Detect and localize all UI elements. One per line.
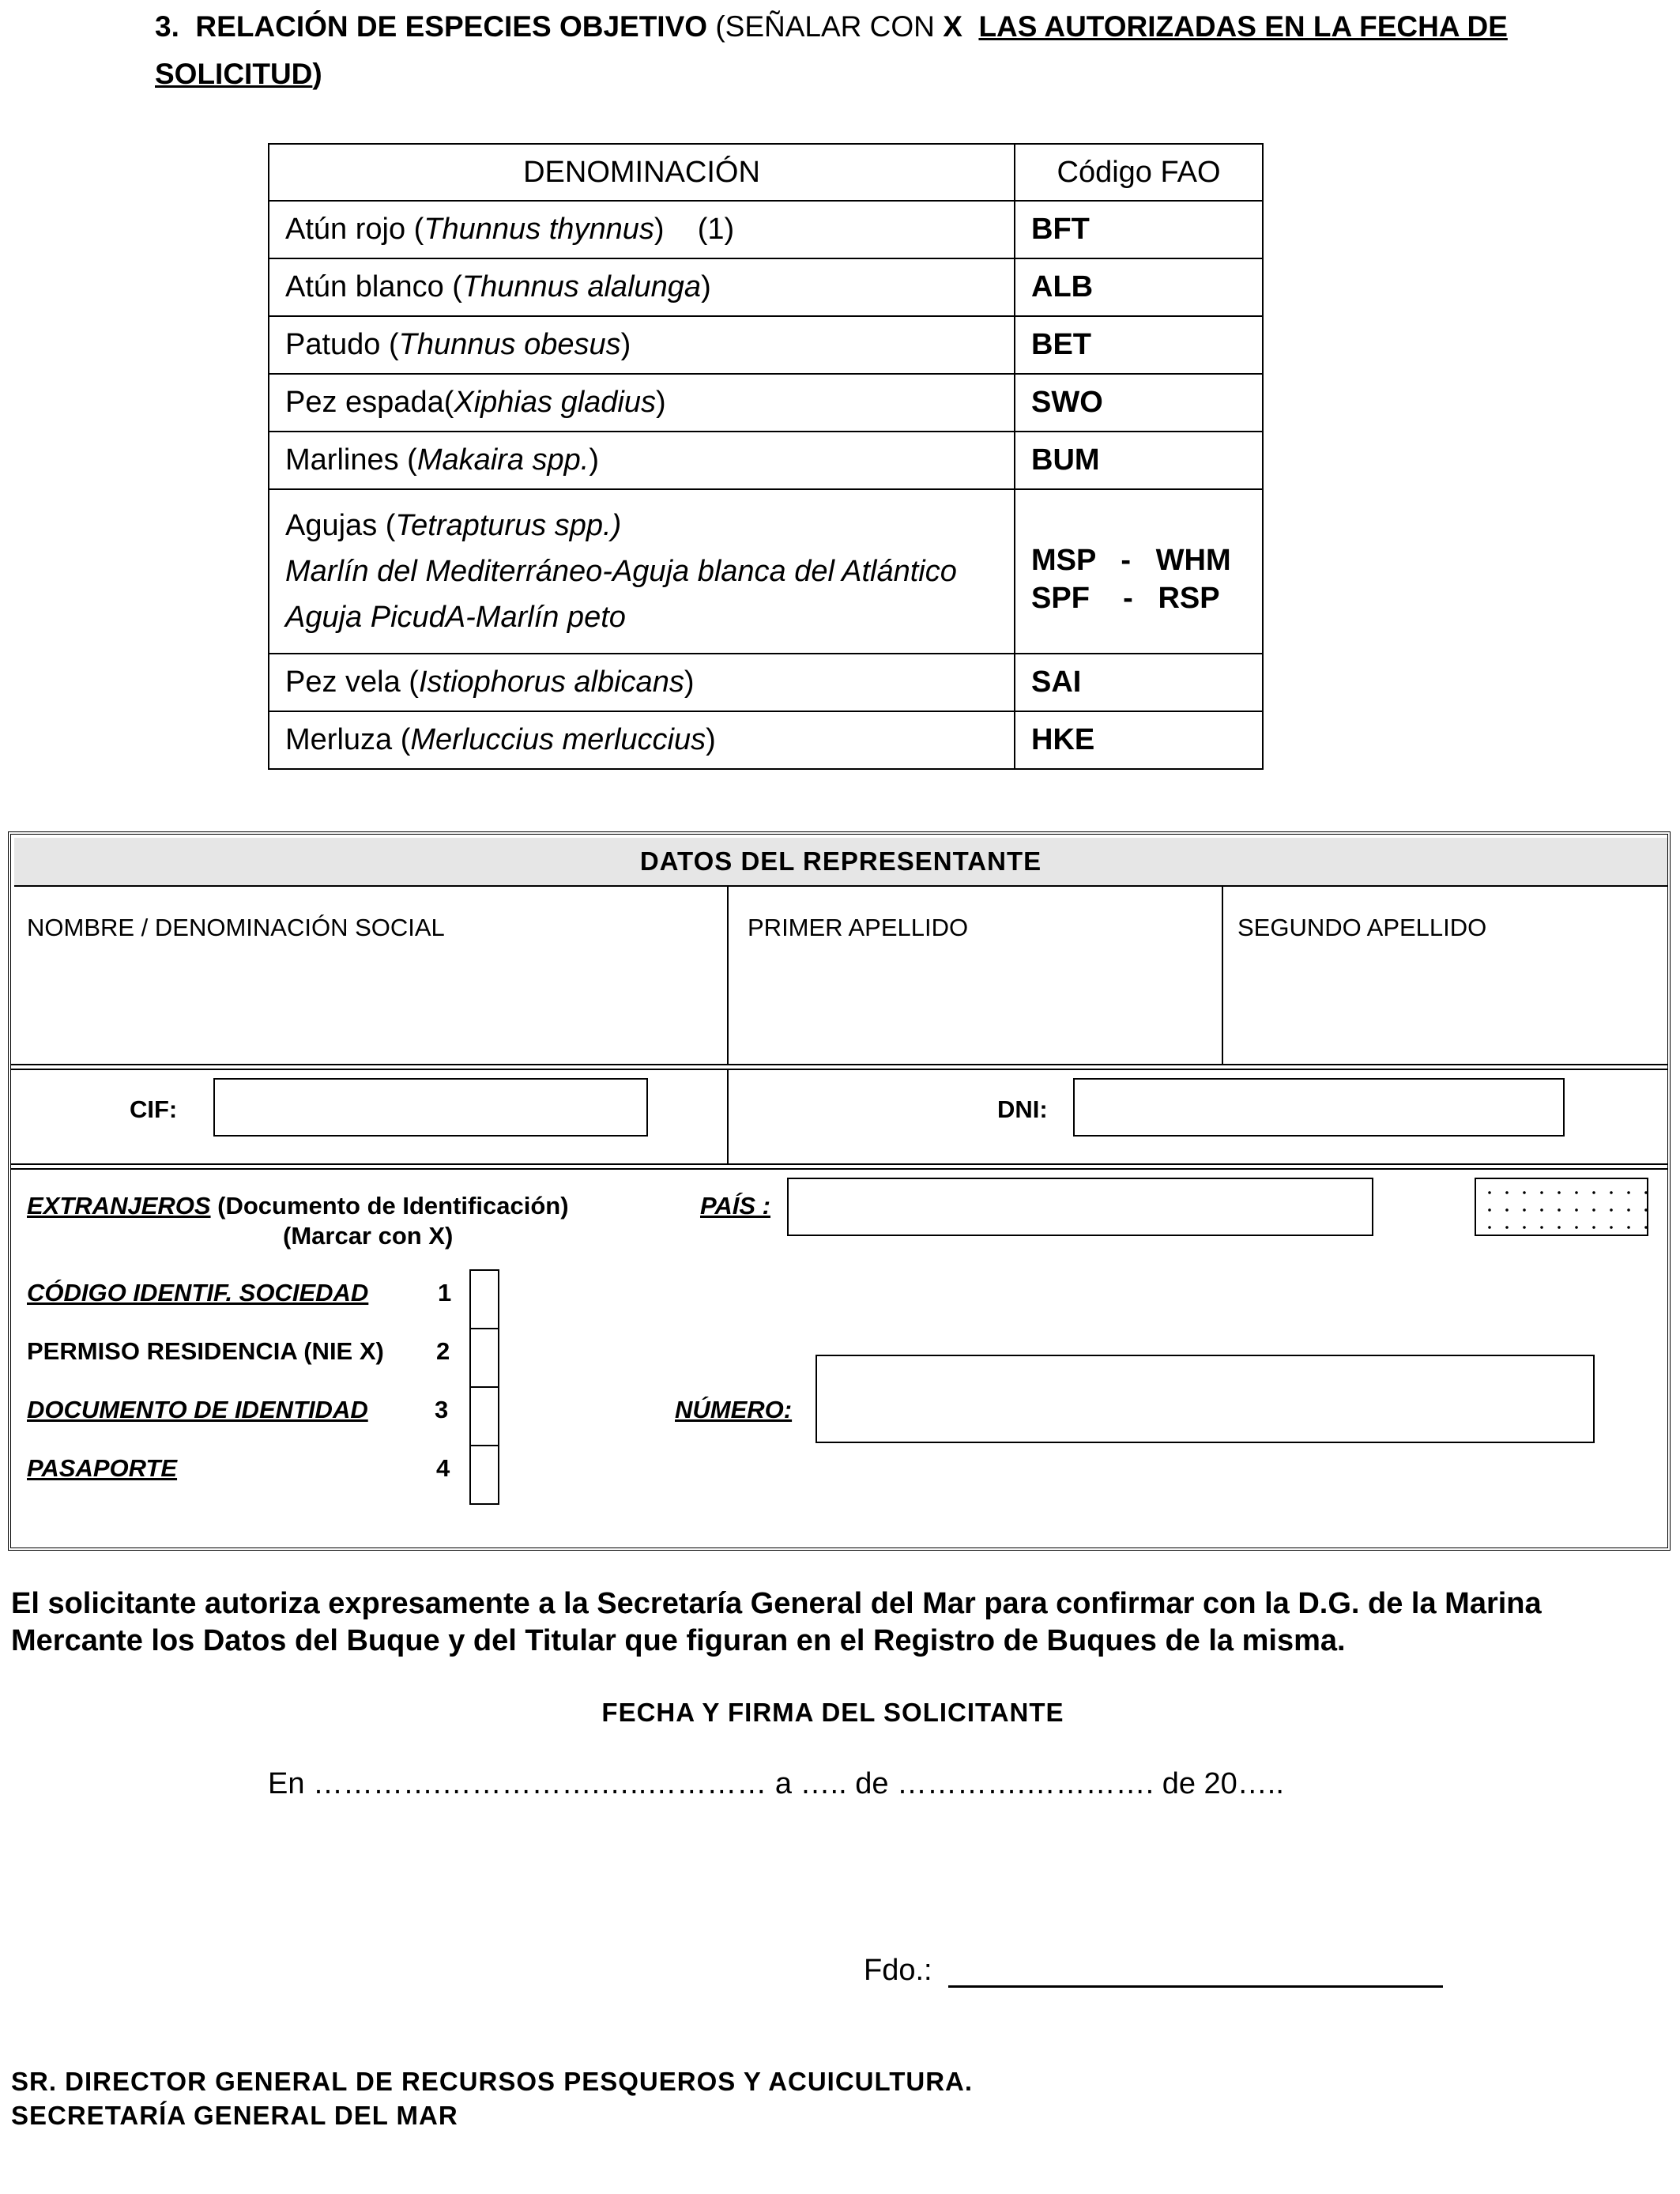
extranjeros-doc: (Documento de Identificación) (210, 1192, 569, 1220)
species-row[interactable] (269, 201, 1263, 258)
species-table-header (269, 144, 1263, 201)
species-row[interactable] (269, 654, 1263, 711)
representante-heading: DATOS DEL REPRESENTANTE (14, 838, 1667, 887)
section-title-underlined: LAS AUTORIZADAS EN LA FECHA DE SOLICITUD (155, 10, 1508, 90)
divider (11, 1163, 1667, 1165)
species-latin: Aguja PicudA-Marlín peto (285, 601, 626, 634)
nombre-label: NOMBRE / DENOMINACIÓN SOCIAL (27, 914, 445, 941)
species-common: Agujas ( (285, 509, 396, 542)
divider (727, 1069, 729, 1165)
species-row[interactable] (269, 432, 1263, 489)
section-title-x: X (943, 10, 962, 43)
species-row[interactable] (269, 316, 1263, 374)
section-number: 3. (155, 10, 179, 43)
divider (11, 1064, 1667, 1065)
species-table (268, 143, 1264, 770)
option-label-2: PERMISO RESIDENCIA (NIE X) (27, 1337, 384, 1365)
dni-input[interactable] (1073, 1078, 1565, 1137)
agujas-line-1 (285, 503, 1014, 548)
header-denominacion: DENOMINACIÓN (269, 144, 1015, 201)
option-label-3: DOCUMENTO DE IDENTIDAD (27, 1396, 368, 1423)
dni-label: DNI: (997, 1095, 1048, 1123)
species-name (269, 711, 1015, 769)
cif-input[interactable] (213, 1078, 648, 1137)
segundo-apellido-label: SEGUNDO APELLIDO (1237, 914, 1487, 941)
extranjeros-label: EXTRANJEROS (27, 1192, 211, 1220)
option-label-4: PASAPORTE (27, 1454, 178, 1482)
species-common: Patudo ( (285, 328, 399, 361)
firma-title: FECHA Y FIRMA DEL SOLICITANTE (601, 1698, 1064, 1727)
species-code: SAI (1015, 654, 1263, 711)
species-latin: Thunnus obesus (398, 328, 621, 361)
species-common: Pez vela ( (285, 665, 419, 699)
agujas-line-2 (285, 548, 1014, 594)
option-num-3: 3 (435, 1396, 449, 1423)
fecha-line[interactable]: En ………….…………….…..………… a ….. de ………….…………. de 20….. (268, 1767, 1284, 1800)
species-after: ) (620, 328, 631, 361)
primer-apellido-label: PRIMER APELLIDO (748, 914, 969, 941)
species-name (269, 432, 1015, 489)
species-latin: Makaira spp. (416, 443, 590, 477)
species-after: ) (684, 665, 695, 699)
species-row[interactable] (269, 711, 1263, 769)
species-name (269, 201, 1015, 258)
species-latin: Marlín del Mediterráneo-Aguja blanca del Atlántico (285, 555, 957, 588)
species-name (269, 374, 1015, 432)
section-title-close: ) (312, 58, 322, 90)
divider (11, 1168, 1667, 1170)
species-row[interactable] (269, 258, 1263, 316)
section-title (155, 3, 1561, 98)
codes-line-2: SPF - RSP (1031, 582, 1220, 615)
divider (727, 887, 729, 1065)
species-latin: Tetrapturus spp.) (395, 509, 622, 542)
extranjeros-title (27, 1192, 569, 1220)
option-checkbox-2[interactable] (469, 1328, 499, 1388)
option-checkbox-1[interactable] (469, 1269, 499, 1329)
destinatario-line-1: SR. DIRECTOR GENERAL DE RECURSOS PESQUEROS Y ACUICULTURA. (11, 2067, 974, 2096)
species-code: BFT (1015, 201, 1263, 258)
header-codigo-fao: Código FAO (1015, 144, 1263, 201)
fdo-label: Fdo.: (864, 1954, 932, 1987)
pais-input[interactable] (787, 1178, 1373, 1236)
species-code: BUM (1015, 432, 1263, 489)
marcar-label: (Marcar con X) (283, 1222, 454, 1250)
species-name (269, 258, 1015, 316)
species-common: Merluza ( (285, 723, 411, 756)
representante-section (8, 831, 1671, 1551)
species-name (269, 489, 1015, 654)
species-latin: Merluccius merluccius (410, 723, 706, 756)
species-code: SWO (1015, 374, 1263, 432)
species-row[interactable] (269, 374, 1263, 432)
species-after: ) (589, 443, 600, 477)
species-code: BET (1015, 316, 1263, 374)
numero-input[interactable] (816, 1355, 1595, 1443)
option-checkbox-4[interactable] (469, 1445, 499, 1505)
option-checkbox-3[interactable] (469, 1386, 499, 1446)
autorizacion-text: El solicitante autoriza expresamente a la Secretaría General del Mar para confirmar con la D.G. de la Marina Mercante los Datos del Buque y del Titular que figuran en el Registro de Buques de la misma. (11, 1587, 1542, 1657)
species-common: Atún blanco ( (285, 270, 462, 303)
option-label-1: CÓDIGO IDENTIF. SOCIEDAD (27, 1279, 369, 1306)
species-name (269, 654, 1015, 711)
species-latin: Istiophorus albicans (418, 665, 684, 699)
option-num-4: 4 (436, 1454, 450, 1482)
species-code: ALB (1015, 258, 1263, 316)
signature-line[interactable] (948, 1985, 1443, 1988)
option-num-2: 2 (436, 1337, 450, 1365)
cif-label: CIF: (130, 1095, 178, 1123)
species-common: Marlines ( (285, 443, 417, 477)
numero-label: NÚMERO: (675, 1396, 793, 1423)
species-latin: Thunnus alalunga (461, 270, 702, 303)
species-latin: Thunnus thynnus (424, 213, 654, 246)
section-title-instruction: (SEÑALAR CON (707, 10, 944, 43)
pais-code-box[interactable] (1475, 1178, 1648, 1236)
divider (1222, 887, 1223, 1065)
destinatario-line-2: SECRETARÍA GENERAL DEL MAR (11, 2101, 458, 2130)
species-code: HKE (1015, 711, 1263, 769)
segundo-apellido-field[interactable] (1233, 945, 1659, 1056)
codes-line-1: MSP - WHM (1031, 544, 1231, 577)
species-common: Atún rojo ( (285, 213, 424, 246)
section-title-bold: RELACIÓN DE ESPECIES OBJETIVO (195, 10, 708, 43)
primer-apellido-field[interactable] (738, 945, 1212, 1056)
species-after: ) (706, 723, 716, 756)
species-codes-agujas (1015, 489, 1263, 654)
option-num-1: 1 (438, 1279, 452, 1306)
species-after: ) (1) (654, 213, 735, 246)
species-row-agujas[interactable] (269, 489, 1263, 654)
species-name (269, 316, 1015, 374)
species-latin: Xiphias gladius (454, 386, 656, 419)
pais-label: PAÍS : (700, 1192, 770, 1220)
nombre-field[interactable] (27, 945, 714, 1056)
agujas-line-3 (285, 594, 1014, 640)
species-after: ) (655, 386, 666, 419)
divider (11, 1069, 1667, 1070)
destinatario (11, 2064, 973, 2132)
species-common: Pez espada( (285, 386, 454, 419)
species-after: ) (701, 270, 711, 303)
